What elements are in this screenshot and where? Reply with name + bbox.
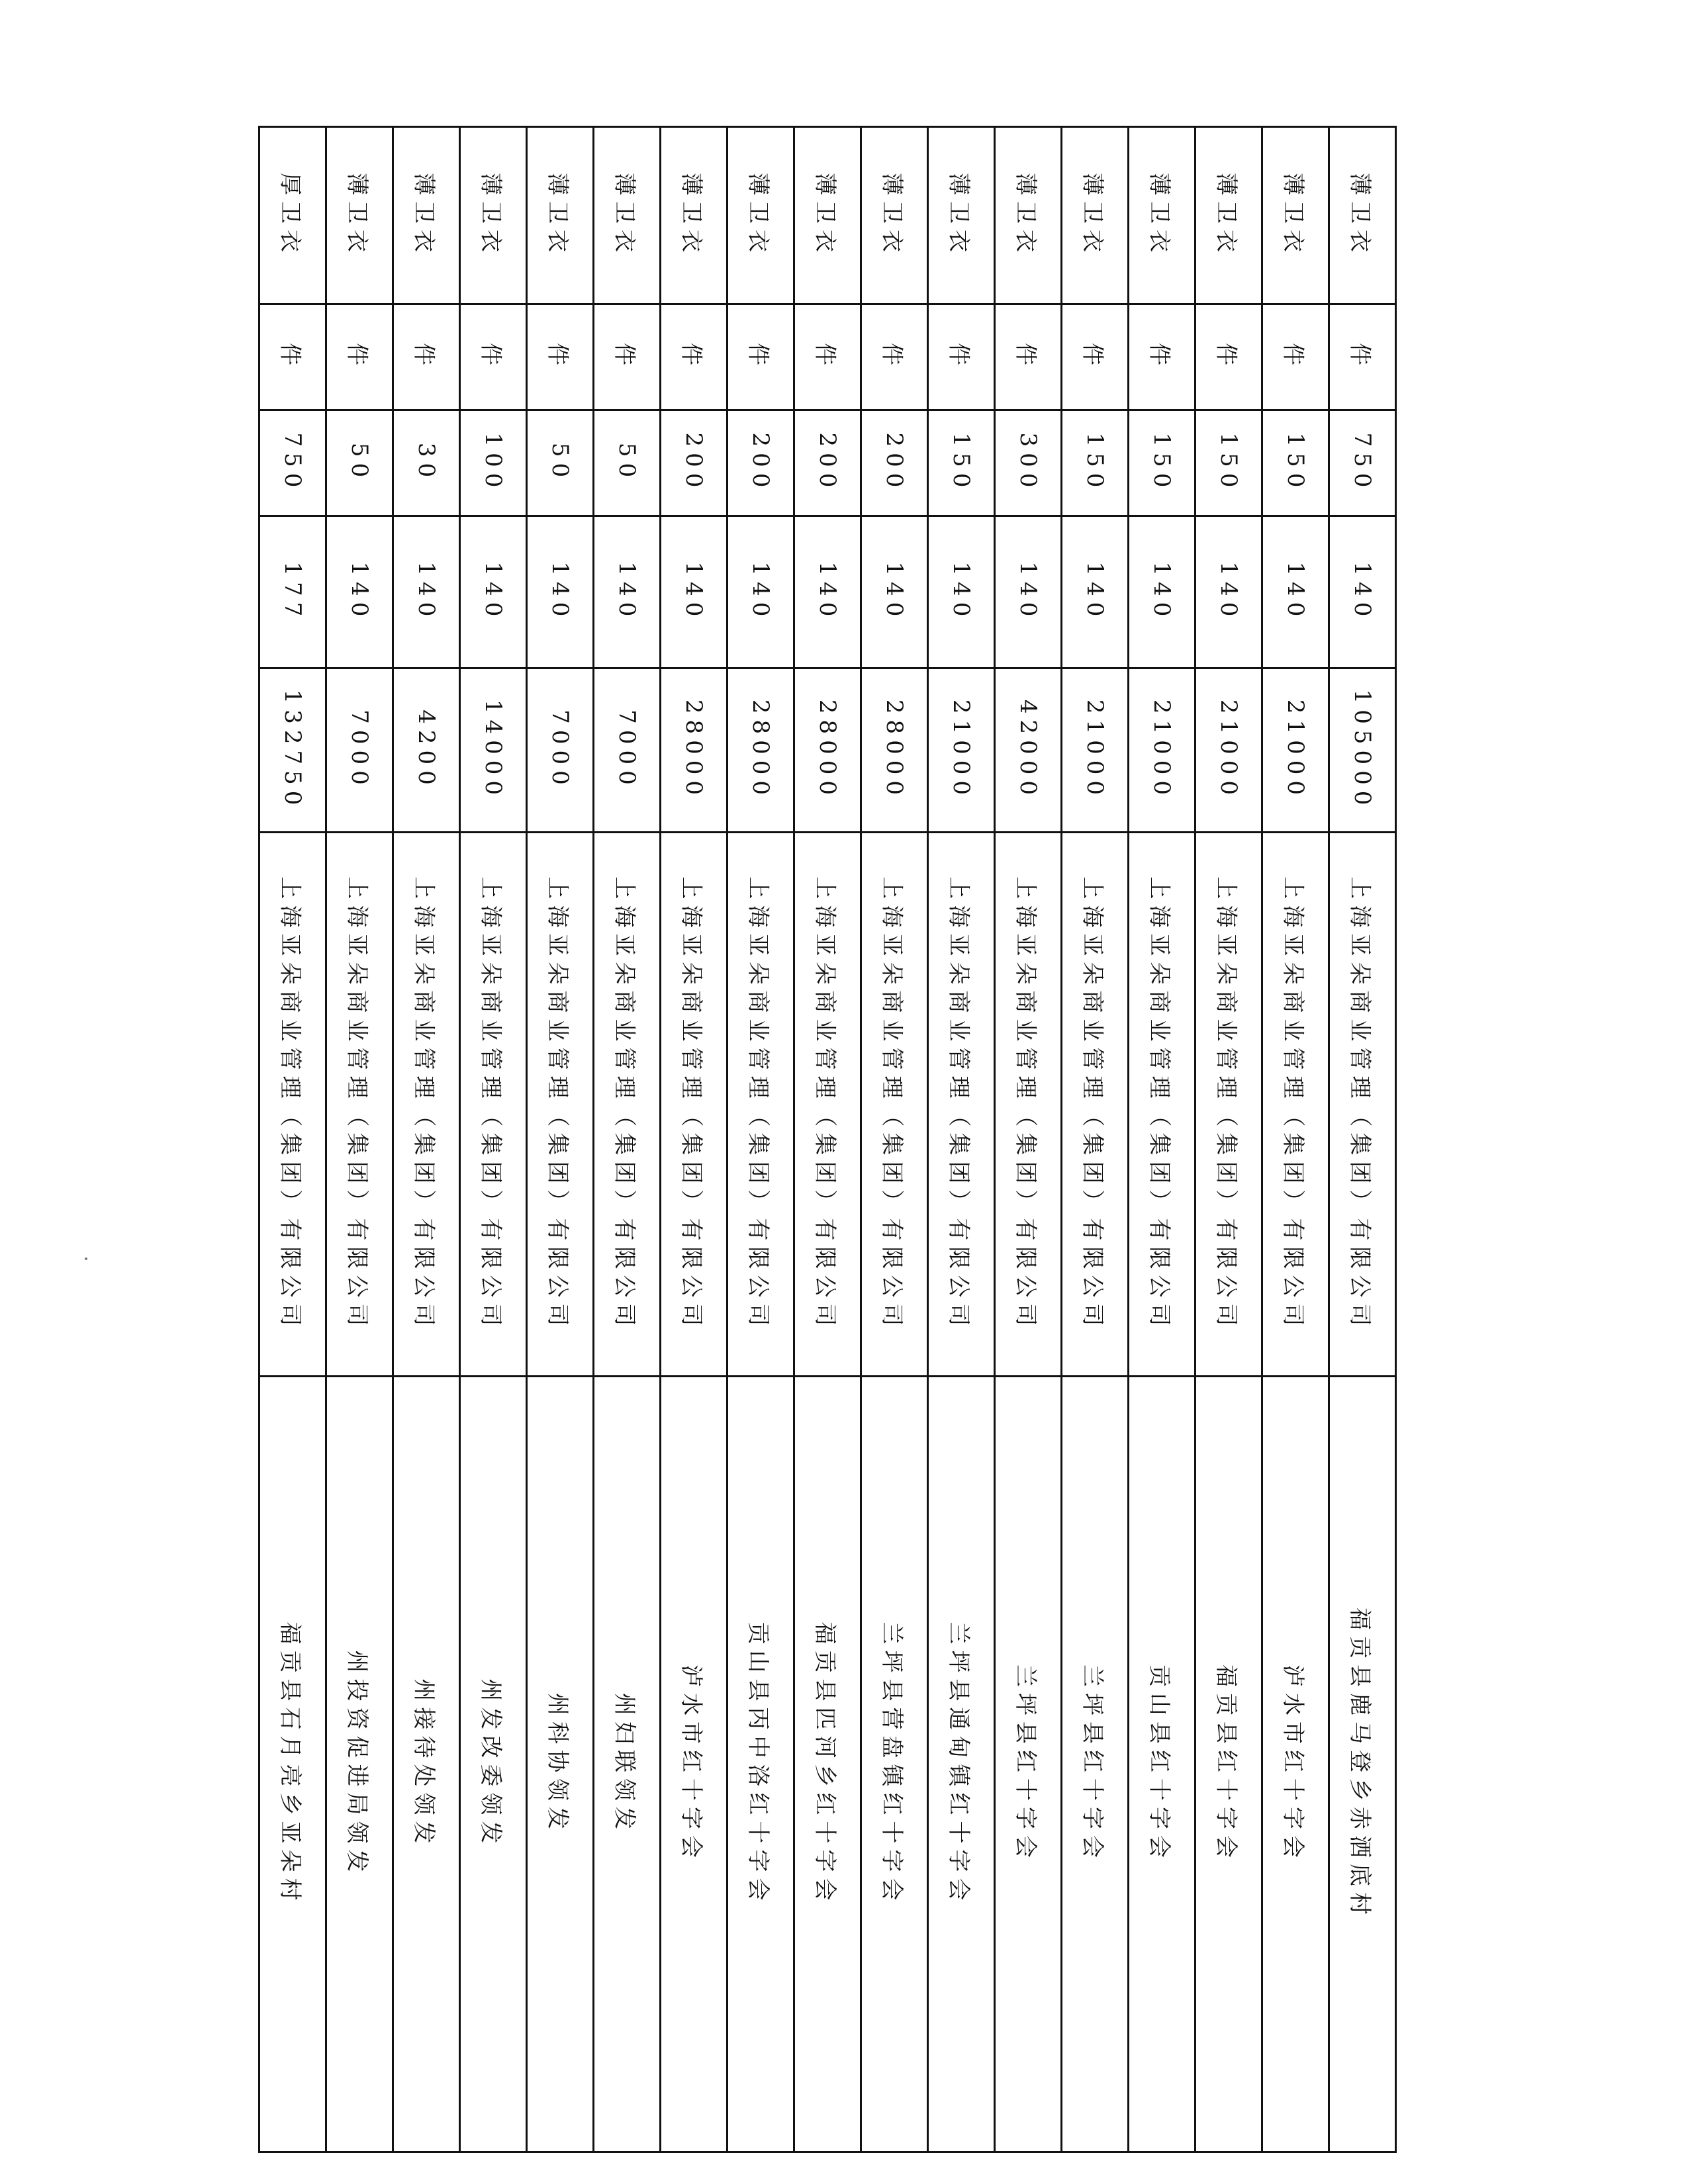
amount-cell: 7000 [326, 668, 393, 833]
item-cell: 薄卫衣 [928, 127, 995, 304]
unit-cell: 件 [527, 304, 594, 410]
recipient-cell: 贡山县红十字会 [1129, 1377, 1196, 2152]
quantity-cell: 200 [794, 410, 861, 516]
item-cell: 薄卫衣 [1196, 127, 1262, 304]
supplier-cell: 上海亚朵商业管理（集团）有限公司 [995, 833, 1062, 1377]
unit-cell: 件 [928, 304, 995, 410]
recipient-cell: 福贡县石月亮乡亚朵村 [259, 1377, 326, 2152]
recipient-cell: 兰坪县通甸镇红十字会 [928, 1377, 995, 2152]
unit-price-cell: 140 [594, 516, 661, 668]
table-row [1129, 127, 1196, 2152]
item-cell: 薄卫衣 [727, 127, 794, 304]
unit-price-cell: 140 [861, 516, 928, 668]
unit-cell: 件 [794, 304, 861, 410]
table-row [527, 127, 594, 2152]
unit-price-cell: 140 [1196, 516, 1262, 668]
supplier-cell: 上海亚朵商业管理（集团）有限公司 [794, 833, 861, 1377]
unit-cell: 件 [259, 304, 326, 410]
quantity-cell: 150 [1262, 410, 1329, 516]
quantity-cell: 300 [995, 410, 1062, 516]
table-row [594, 127, 661, 2152]
scan-speck [85, 1257, 87, 1260]
supplier-cell: 上海亚朵商业管理（集团）有限公司 [727, 833, 794, 1377]
recipient-cell: 州妇联领发 [594, 1377, 661, 2152]
recipient-cell: 兰坪县红十字会 [1062, 1377, 1129, 2152]
recipient-cell: 兰坪县红十字会 [995, 1377, 1062, 2152]
unit-price-cell: 140 [995, 516, 1062, 668]
item-cell: 薄卫衣 [393, 127, 460, 304]
supplier-cell: 上海亚朵商业管理（集团）有限公司 [1196, 833, 1262, 1377]
item-cell: 薄卫衣 [1262, 127, 1329, 304]
item-cell: 薄卫衣 [594, 127, 661, 304]
table-row [794, 127, 861, 2152]
recipient-cell: 福贡县红十字会 [1196, 1377, 1262, 2152]
unit-price-cell: 140 [727, 516, 794, 668]
item-cell: 薄卫衣 [661, 127, 727, 304]
table-row [1262, 127, 1329, 2152]
table-row [861, 127, 928, 2152]
donation-table [258, 126, 1397, 2153]
quantity-cell: 150 [1196, 410, 1262, 516]
item-cell: 薄卫衣 [995, 127, 1062, 304]
supplier-cell: 上海亚朵商业管理（集团）有限公司 [460, 833, 527, 1377]
unit-cell: 件 [1196, 304, 1262, 410]
amount-cell: 21000 [1129, 668, 1196, 833]
recipient-cell: 贡山县丙中洛红十字会 [727, 1377, 794, 2152]
amount-cell: 21000 [1062, 668, 1129, 833]
supplier-cell: 上海亚朵商业管理（集团）有限公司 [594, 833, 661, 1377]
table-row [1196, 127, 1262, 2152]
amount-cell: 132750 [259, 668, 326, 833]
amount-cell: 4200 [393, 668, 460, 833]
quantity-cell: 30 [393, 410, 460, 516]
unit-price-cell: 140 [1262, 516, 1329, 668]
recipient-cell: 泸水市红十字会 [661, 1377, 727, 2152]
unit-price-cell: 140 [393, 516, 460, 668]
unit-price-cell: 140 [527, 516, 594, 668]
unit-cell: 件 [861, 304, 928, 410]
unit-price-cell: 140 [661, 516, 727, 668]
amount-cell: 21000 [1262, 668, 1329, 833]
supplier-cell: 上海亚朵商业管理（集团）有限公司 [1062, 833, 1129, 1377]
recipient-cell: 泸水市红十字会 [1262, 1377, 1329, 2152]
supplier-cell: 上海亚朵商业管理（集团）有限公司 [1329, 833, 1396, 1377]
recipient-cell: 兰坪县营盘镇红十字会 [861, 1377, 928, 2152]
table-row [393, 127, 460, 2152]
quantity-cell: 750 [1329, 410, 1396, 516]
unit-cell: 件 [1129, 304, 1196, 410]
quantity-cell: 200 [661, 410, 727, 516]
table-row [259, 127, 326, 2152]
recipient-cell: 福贡县鹿马登乡赤洒底村 [1329, 1377, 1396, 2152]
quantity-cell: 50 [594, 410, 661, 516]
unit-cell: 件 [393, 304, 460, 410]
recipient-cell: 州科协领发 [527, 1377, 594, 2152]
quantity-cell: 150 [928, 410, 995, 516]
table-row [727, 127, 794, 2152]
supplier-cell: 上海亚朵商业管理（集团）有限公司 [393, 833, 460, 1377]
unit-cell: 件 [326, 304, 393, 410]
quantity-cell: 100 [460, 410, 527, 516]
item-cell: 薄卫衣 [1129, 127, 1196, 304]
amount-cell: 42000 [995, 668, 1062, 833]
supplier-cell: 上海亚朵商业管理（集团）有限公司 [527, 833, 594, 1377]
amount-cell: 7000 [594, 668, 661, 833]
unit-price-cell: 140 [928, 516, 995, 668]
recipient-cell: 福贡县匹河乡红十字会 [794, 1377, 861, 2152]
unit-cell: 件 [594, 304, 661, 410]
unit-cell: 件 [1262, 304, 1329, 410]
rotated-table-wrapper [258, 126, 1397, 2151]
supplier-cell: 上海亚朵商业管理（集团）有限公司 [1262, 833, 1329, 1377]
item-cell: 薄卫衣 [326, 127, 393, 304]
amount-cell: 7000 [527, 668, 594, 833]
amount-cell: 21000 [1196, 668, 1262, 833]
amount-cell: 28000 [727, 668, 794, 833]
supplier-cell: 上海亚朵商业管理（集团）有限公司 [928, 833, 995, 1377]
unit-cell: 件 [1062, 304, 1129, 410]
item-cell: 薄卫衣 [794, 127, 861, 304]
supplier-cell: 上海亚朵商业管理（集团）有限公司 [326, 833, 393, 1377]
amount-cell: 105000 [1329, 668, 1396, 833]
quantity-cell: 150 [1129, 410, 1196, 516]
item-cell: 薄卫衣 [1329, 127, 1396, 304]
table-row [1329, 127, 1396, 2152]
unit-cell: 件 [460, 304, 527, 410]
quantity-cell: 200 [861, 410, 928, 516]
unit-price-cell: 140 [1329, 516, 1396, 668]
table-row [326, 127, 393, 2152]
unit-cell: 件 [995, 304, 1062, 410]
amount-cell: 14000 [460, 668, 527, 833]
unit-price-cell: 140 [1062, 516, 1129, 668]
quantity-cell: 150 [1062, 410, 1129, 516]
item-cell: 薄卫衣 [527, 127, 594, 304]
amount-cell: 28000 [661, 668, 727, 833]
item-cell: 厚卫衣 [259, 127, 326, 304]
amount-cell: 28000 [861, 668, 928, 833]
quantity-cell: 50 [527, 410, 594, 516]
quantity-cell: 200 [727, 410, 794, 516]
quantity-cell: 50 [326, 410, 393, 516]
item-cell: 薄卫衣 [1062, 127, 1129, 304]
unit-price-cell: 140 [326, 516, 393, 668]
supplier-cell: 上海亚朵商业管理（集团）有限公司 [259, 833, 326, 1377]
unit-cell: 件 [1329, 304, 1396, 410]
table-row [1062, 127, 1129, 2152]
supplier-cell: 上海亚朵商业管理（集团）有限公司 [861, 833, 928, 1377]
amount-cell: 28000 [794, 668, 861, 833]
unit-price-cell: 140 [460, 516, 527, 668]
item-cell: 薄卫衣 [861, 127, 928, 304]
amount-cell: 21000 [928, 668, 995, 833]
quantity-cell: 750 [259, 410, 326, 516]
table-row [928, 127, 995, 2152]
unit-price-cell: 177 [259, 516, 326, 668]
unit-cell: 件 [661, 304, 727, 410]
table-row [995, 127, 1062, 2152]
unit-cell: 件 [727, 304, 794, 410]
table-row [460, 127, 527, 2152]
recipient-cell: 州接待处领发 [393, 1377, 460, 2152]
supplier-cell: 上海亚朵商业管理（集团）有限公司 [1129, 833, 1196, 1377]
supplier-cell: 上海亚朵商业管理（集团）有限公司 [661, 833, 727, 1377]
unit-price-cell: 140 [1129, 516, 1196, 668]
table-row [661, 127, 727, 2152]
unit-price-cell: 140 [794, 516, 861, 668]
recipient-cell: 州发改委领发 [460, 1377, 527, 2152]
item-cell: 薄卫衣 [460, 127, 527, 304]
recipient-cell: 州投资促进局领发 [326, 1377, 393, 2152]
